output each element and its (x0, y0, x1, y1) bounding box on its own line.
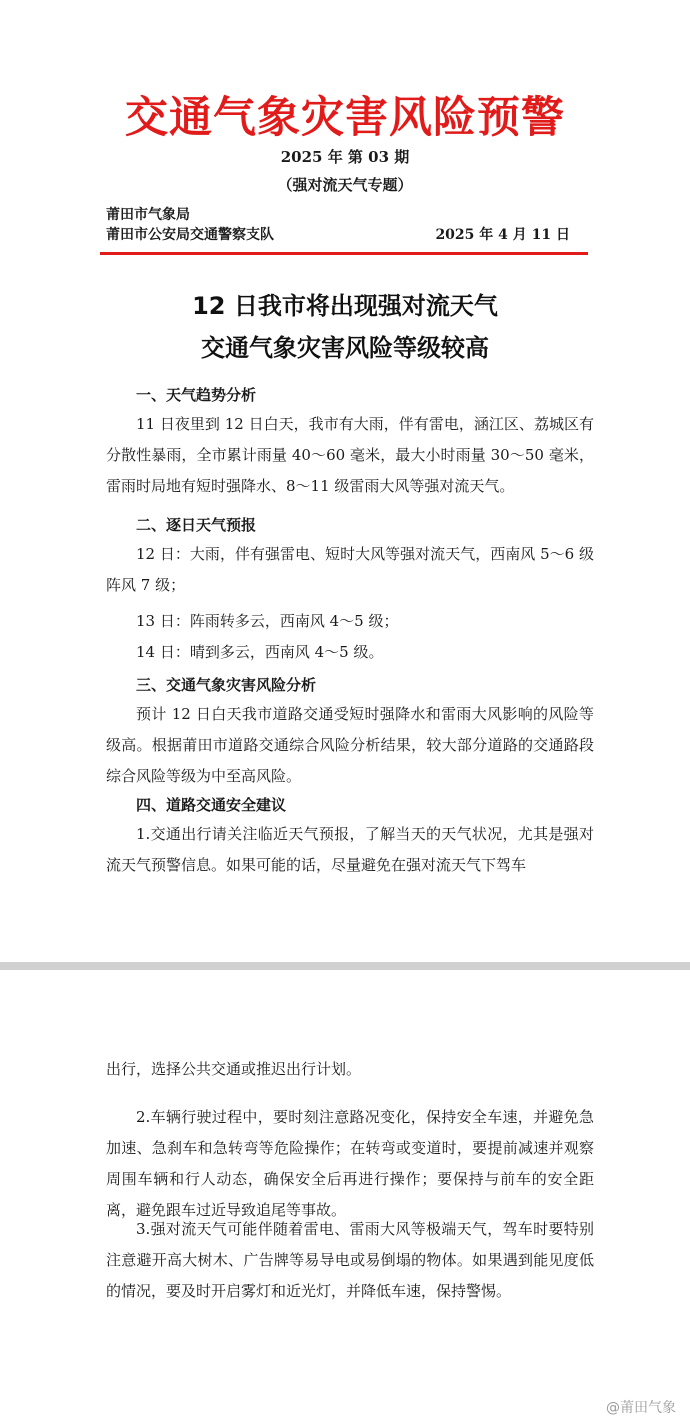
header-divider (100, 252, 588, 255)
forecast-day-14: 14 日：晴到多云，西南风 4～5 级。 (136, 643, 384, 661)
weibo-watermark: @莆田气象 (606, 1400, 676, 1416)
page-separator (0, 962, 690, 970)
issue-number: 2025 年 第 03 期 (280, 148, 410, 166)
issue-date: 2025 年 4 月 11 日 (435, 227, 570, 243)
masthead-title: 交通气象灾害风险预警 (125, 93, 565, 143)
issuer-traffic-police: 莆田市公安局交通警察支队 (106, 227, 274, 243)
headline-line-2: 交通气象灾害风险等级较高 (201, 334, 489, 362)
forecast-day-12: 12 日：大雨，伴有强雷电、短时大风等强对流天气，西南风 5～6 级阵风 7 级； (106, 545, 594, 594)
advice-item-3: 3.强对流天气可能伴随着雷电、雷雨大风等极端天气，驾车时要特别注意避开高大树木、广告牌等易导电或易倒塌的物体。如果遇到能见度低的情况，要及时开启雾灯和近光灯，并降低车速，保持警惕。 (106, 1220, 594, 1300)
advice-item-1-part-2: 出行，选择公共交通或推迟出行计划。 (106, 1060, 362, 1078)
section-3-text: 预计 12 日白天我市道路交通受短时强降水和雷雨大风影响的风险等级高。根据莆田市道路交通综合风险分析结果，较大部分道路的交通路段综合风险等级为中至高风险。 (106, 705, 594, 785)
section-3-title: 三、交通气象灾害风险分析 (136, 676, 317, 694)
issuer-weather-bureau: 莆田市气象局 (106, 207, 190, 223)
document-page-2 (0, 970, 690, 1423)
headline-line-1: 12 日我市将出现强对流天气 (192, 292, 498, 320)
section-1-text: 11 日夜里到 12 日白天，我市有大雨，伴有雷电，涵江区、荔城区有分散性暴雨，全市累计雨量 40～60 毫米，最大小时雨量 30～50 毫米，雷雨时局地有短时强降水、8～11 级雷雨大风等强对流天气。 (106, 415, 594, 495)
section-4-title: 四、道路交通安全建议 (136, 796, 287, 814)
section-1-title: 一、天气趋势分析 (136, 386, 257, 404)
advice-item-1-part-1: 1.交通出行请关注临近天气预报，了解当天的天气状况，尤其是强对流天气预警信息。如果可能的话，尽量避免在强对流天气下驾车 (106, 825, 594, 874)
special-topic: （强对流天气专题） (277, 176, 413, 194)
section-2-title: 二、逐日天气预报 (136, 516, 257, 534)
forecast-day-13: 13 日：阵雨转多云，西南风 4～5 级； (136, 612, 399, 630)
advice-item-2: 2.车辆行驶过程中，要时刻注意路况变化，保持安全车速，并避免急加速、急刹车和急转弯等危险操作；在转弯或变道时，要提前减速并观察周围车辆和行人动态，确保安全后再进行操作；要保持与前车的安全距离，避免跟车过近导致追尾等事故。 (106, 1108, 594, 1219)
